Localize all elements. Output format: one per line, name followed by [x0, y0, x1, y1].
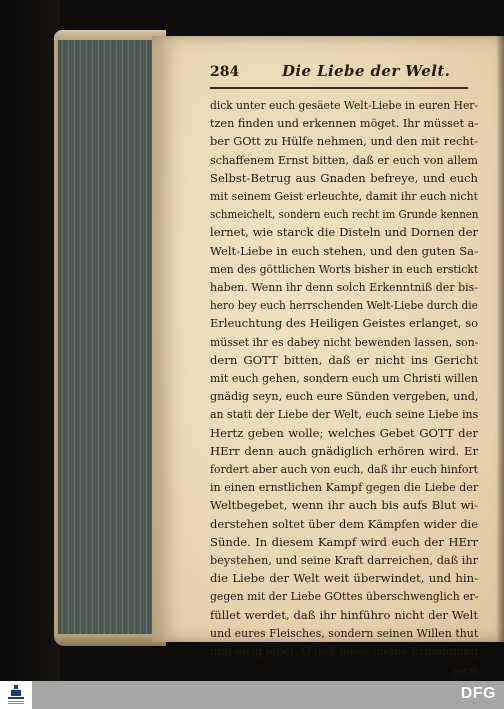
text-line: haben. Wenn ihr denn solch Erkenntniß der bis- [210, 280, 479, 295]
text-line: ber GOtt zu Hülfe nehmen, und den mit recht- [210, 134, 479, 149]
text-line: HErr denn auch gnädiglich erhören wird. Er [210, 443, 478, 458]
text-line: lernet, wie starck die Disteln und Dornen der [210, 225, 478, 240]
text-line: dick unter euch gesäete Welt-Liebe in euren Her- [210, 98, 479, 112]
text-line: Weltbegebet, wenn ihr auch bis aufs Blut wi- [210, 498, 478, 513]
text-line: in einen ernstlichen Kampf gegen die Liebe der [210, 480, 479, 495]
text-line: mit euch gehen, sondern euch um Christi willen [210, 371, 479, 386]
text-line: füllet werdet, daß ihr hinführo nicht der Welt [210, 607, 478, 622]
text-line: Sünde. In diesem Kampf wird euch der HErr [210, 534, 478, 549]
catchword: jetzt [452, 664, 478, 679]
book-page [152, 36, 504, 679]
text-line: gnädig seyn, euch eure Sünden vergeben, und, [210, 389, 479, 404]
text-line: derstehen soltet über dem Kämpfen wider die [210, 516, 479, 531]
header-rule [210, 87, 468, 89]
background [0, 0, 60, 681]
text-line: Erleuchtung des Heiligen Geistes erlanget, so [210, 316, 479, 331]
dfg-logo[interactable]: DFG [460, 685, 496, 702]
text-line: Welt-Liebe in euch stehen, und den guten Sa- [210, 243, 478, 258]
viewer-footer [0, 681, 504, 709]
text-line: Hertz geben wolle; welches Gebet GOTT der [210, 425, 478, 440]
text-line: die Liebe der Welt weit überwindet, und hin- [210, 571, 478, 586]
text-line: men des göttlichen Worts bisher in euch erstickt [210, 261, 479, 276]
text-line: fordert aber auch von euch, daß ihr euch hinfort [210, 462, 479, 477]
book-fore-edge [54, 34, 166, 640]
text-line: an statt der Liebe der Welt, euch seine Liebe ins [210, 407, 479, 422]
library-logo-icon-graphic [6, 684, 26, 706]
text-line: schaffenem Ernst bitten, daß er euch von allem [210, 152, 478, 167]
text-line: gegen mit der Liebe GOttes überschwenglich er- [210, 589, 479, 604]
body-text [210, 96, 478, 680]
page-number: 284 [210, 64, 240, 80]
text-line: und ewig lebet. O daß diese meine Ermahnung [210, 644, 479, 659]
running-title: Die Liebe der Welt. [282, 62, 451, 80]
text-line: und eures Fleisches, sondern seinen Willen thut [210, 625, 479, 640]
text-line: müsset ihr es dabey nicht bewenden lassen, son- [210, 334, 479, 349]
text-line: schmeichelt, sondern euch recht im Grunde kennen [210, 207, 479, 222]
text-line: Selbst-Betrug aus Gnaden befreye, und euch [210, 170, 478, 185]
text-line: hero bey euch herrschenden Welt-Liebe durch die [210, 298, 478, 313]
page-header [210, 64, 470, 84]
text-line: mit seinem Geist erleuchte, damit ihr euch nicht [210, 189, 478, 204]
text-line: dern GOTT bitten, daß er nicht ins Gericht [210, 352, 478, 367]
text-line: beystehen, und seine Kraft darreichen, daß ihr [210, 553, 478, 568]
text-line: tzen finden und erkennen möget. Ihr müsset a- [210, 116, 479, 131]
library-logo-icon[interactable] [0, 681, 32, 709]
